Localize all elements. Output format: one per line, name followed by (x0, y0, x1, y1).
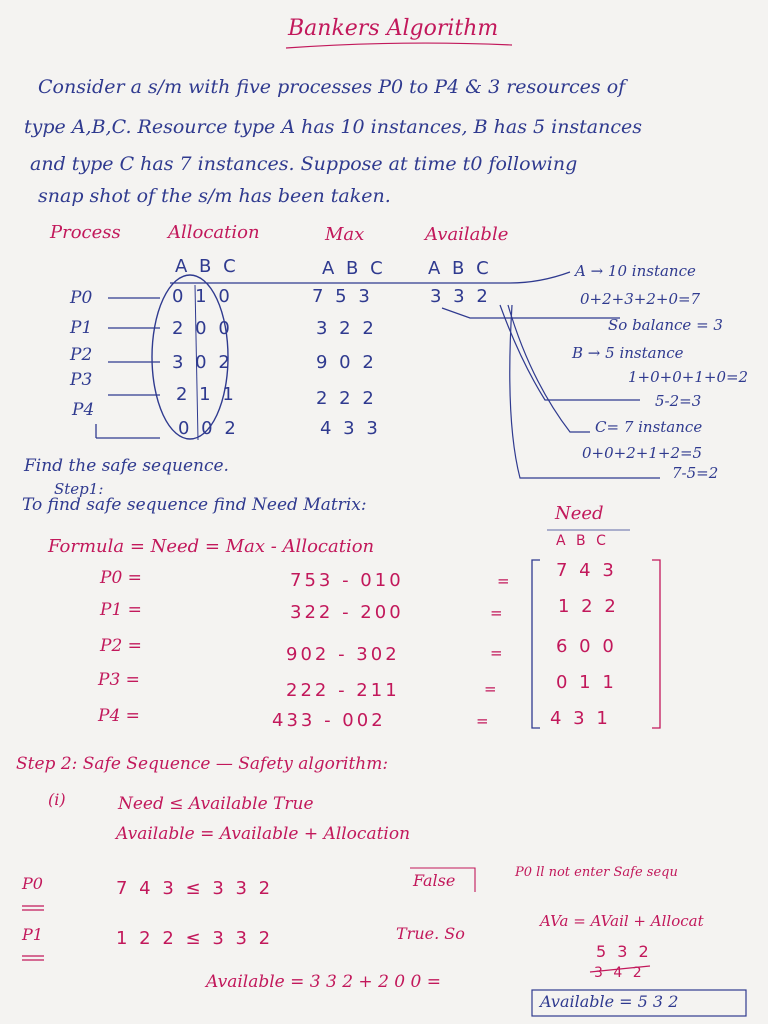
step1-text: To find safe sequence find Need Matrix: (22, 495, 367, 515)
p0-check-label: P0 (22, 874, 43, 893)
p1-true: True. So (396, 924, 465, 943)
available-scratch: 3 4 2 (594, 965, 645, 981)
need-p0-value: 7 4 3 (556, 560, 617, 581)
p1-check-row: 1 2 2 ≤ 3 3 2 (116, 928, 274, 949)
need-p1-eq: = (490, 604, 503, 622)
need-p3-eq: = (484, 680, 497, 698)
process-p4: P4 (72, 400, 95, 420)
note-a-sum: 0+2+3+2+0=7 (580, 290, 701, 308)
note-a-balance: So balance = 3 (608, 316, 723, 334)
need-p3-label: P3 = (98, 670, 140, 690)
available-formula: AVa = AVail + Allocat (540, 912, 704, 930)
need-p0-eq: = (497, 572, 510, 590)
available-result: Available = 5 3 2 (540, 992, 679, 1011)
page-title: Bankers Algorithm (288, 16, 499, 41)
need-p1-label: P1 = (100, 600, 142, 620)
alloc-p2: 3 0 2 (172, 352, 233, 373)
p0-not-enter-note: P0 ll not enter Safe sequ (515, 865, 678, 880)
alloc-p3: 2 1 1 (176, 384, 237, 405)
rule-available-update: Available = Available + Allocation (116, 824, 411, 844)
available-values: 5 3 2 (596, 942, 652, 961)
max-subheader: A B C (322, 258, 386, 279)
need-p4-value: 4 3 1 (550, 708, 611, 729)
step1-label: Step1: (54, 480, 104, 498)
process-p1: P1 (70, 318, 93, 338)
max-p3: 2 2 2 (316, 388, 377, 409)
alloc-p1: 2 0 0 (172, 318, 233, 339)
rule-need-le-available: Need ≤ Available True (118, 794, 314, 814)
max-p2: 9 0 2 (316, 352, 377, 373)
process-p2: P2 (70, 345, 93, 365)
alloc-p4: 0 0 2 (178, 418, 239, 439)
need-p2-calc: 902 - 302 (286, 644, 400, 665)
alloc-p0: 0 1 0 (172, 286, 233, 307)
header-available: Available (425, 224, 509, 245)
need-p4-calc: 433 - 002 (272, 710, 386, 731)
intro-line-1: Consider a s/m with five processes P0 to P4 & 3 resources of (38, 76, 626, 98)
note-b-sum: 1+0+0+1+0=2 (628, 368, 749, 386)
intro-line-4: snap shot of the s/m has been taken. (38, 185, 391, 207)
need-cols: A B C (556, 533, 609, 549)
need-p0-label: P0 = (100, 568, 142, 588)
need-p4-label: P4 = (98, 706, 140, 726)
step2-heading: Step 2: Safe Sequence — Safety algorithm: (16, 754, 389, 774)
need-p2-label: P2 = (100, 636, 142, 656)
header-max: Max (325, 224, 365, 245)
need-p1-calc: 322 - 200 (290, 602, 404, 623)
need-p3-calc: 222 - 211 (286, 680, 400, 701)
p1-check-label: P1 (22, 925, 43, 944)
need-p4-eq: = (476, 712, 489, 730)
avail-subheader: A B C (428, 258, 492, 279)
p0-false: False (413, 871, 456, 890)
need-p2-eq: = (490, 644, 503, 662)
need-header: Need (555, 503, 604, 524)
header-allocation: Allocation (168, 222, 260, 243)
p0-check-row: 7 4 3 ≤ 3 3 2 (116, 878, 274, 899)
alloc-subheader: A B C (175, 256, 239, 277)
max-p1: 3 2 2 (316, 318, 377, 339)
note-b-balance: 5-2=3 (655, 392, 702, 410)
formula: Formula = Need = Max - Allocation (48, 536, 375, 557)
process-p3: P3 (70, 370, 93, 390)
header-process: Process (50, 222, 121, 243)
need-p2-value: 6 0 0 (556, 636, 617, 657)
note-a-instance: A → 10 instance (575, 262, 696, 280)
rule-i: (i) (48, 790, 66, 809)
note-c-instance: C= 7 instance (595, 418, 703, 436)
intro-line-3: and type C has 7 instances. Suppose at time t0 following (30, 153, 578, 175)
process-p0: P0 (70, 288, 93, 308)
need-p0-calc: 753 - 010 (290, 570, 404, 591)
max-p4: 4 3 3 (320, 418, 381, 439)
intro-line-2: type A,B,C. Resource type A has 10 instances, B has 5 instances (24, 116, 643, 138)
find-safe-sequence: Find the safe sequence. (24, 456, 229, 476)
note-c-sum: 0+0+2+1+2=5 (582, 444, 703, 462)
note-c-balance: 7-5=2 (672, 464, 719, 482)
max-p0: 7 5 3 (312, 286, 373, 307)
available-initial: 3 3 2 (430, 286, 491, 307)
available-sum-line: Available = 3 3 2 + 2 0 0 = (206, 972, 441, 992)
note-b-instance: B → 5 instance (572, 344, 684, 362)
need-p3-value: 0 1 1 (556, 672, 617, 693)
need-p1-value: 1 2 2 (558, 596, 619, 617)
